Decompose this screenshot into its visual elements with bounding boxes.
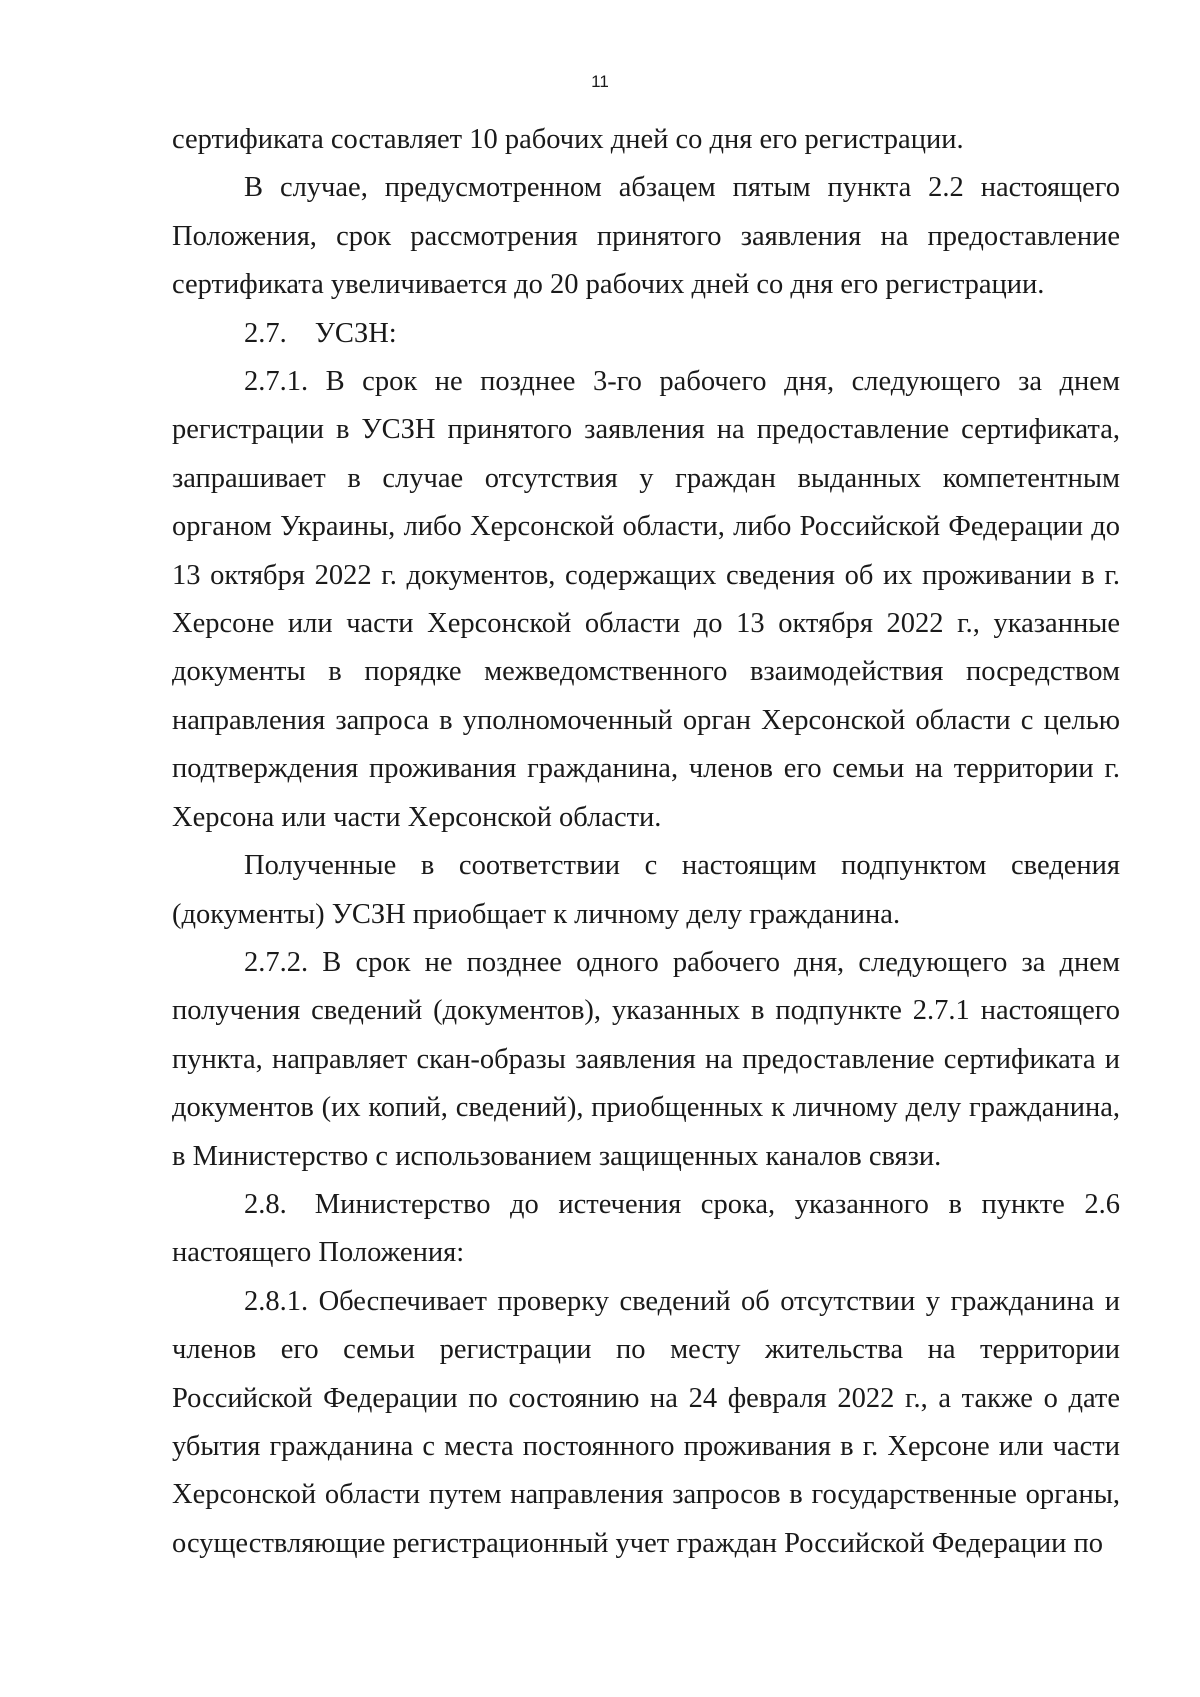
paragraph-2-7-1: 2.7.1. В срок не позднее 3-го рабочего дня, следующего за днем регистрации в УСЗН принятого заявления на предоставление сертификата, запрашивает в случае отсутствия у граждан выданных компетентным органом Украины, либо Херсонской области, либо Российской Федерации до 13 октября 2022 г. документов, содержащих сведения об их проживании в г. Херсоне или части Херсонской области до 13 октября 2022 г., указанные документы в порядке межведомственного взаимодействия посредством направления запроса в уполномоченный орган Херсонской области с целью подтверждения проживания гражданина, членов его семьи на территории г. Херсона или части Херсонской области. [172, 366, 1120, 833]
paragraph-2-8 [172, 1181, 1120, 1278]
page-number: 11 [591, 72, 609, 91]
paragraph-2-7 [172, 310, 1120, 358]
section-text-2-8: Министерство до истечения срока, указанного в пункте 2.6 настоящего Положения: [172, 1188, 1120, 1269]
paragraph-2-7-2: 2.7.2. В срок не позднее одного рабочего дня, следующего за днем получения сведений (документов), указанных в подпункте 2.7.1 настоящего пункта, направляет скан-образы заявления на предоставление сертификата и документов (их копий, сведений), приобщенных к личному делу гражданина, в Министерство с использованием защищенных каналов связи. [172, 946, 1120, 1172]
section-number-2-7: 2.7. [244, 317, 287, 349]
paragraph-received: Полученные в соответствии с настоящим подпунктом сведения (документы) УСЗН приобщает к личному делу гражданина. [172, 850, 1120, 930]
paragraph-case-abzac5: В случае, предусмотренном абзацем пятым пункта 2.2 настоящего Положения, срок рассмотрения принятого заявления на предоставление сертификата увеличивается до 20 рабочих дней со дня его регистрации. [172, 172, 1120, 301]
document-body [172, 116, 1120, 1568]
paragraph-2-8-1: 2.8.1. Обеспечивает проверку сведений об отсутствии у гражданина и членов его семьи регистрации по месту жительства на территории Российской Федерации по состоянию на 24 февраля 2022 г., а также о дате убытия гражданина с места постоянного проживания в г. Херсоне или части Херсонской области путем направления запросов в государственные органы, осуществляющие регистрационный учет граждан Российской Федерации по [172, 1285, 1120, 1559]
section-text-2-7: УСЗН: [314, 317, 397, 349]
paragraph-continued: сертификата составляет 10 рабочих дней со дня его регистрации. [172, 124, 964, 155]
section-number-2-8: 2.8. [244, 1188, 287, 1220]
